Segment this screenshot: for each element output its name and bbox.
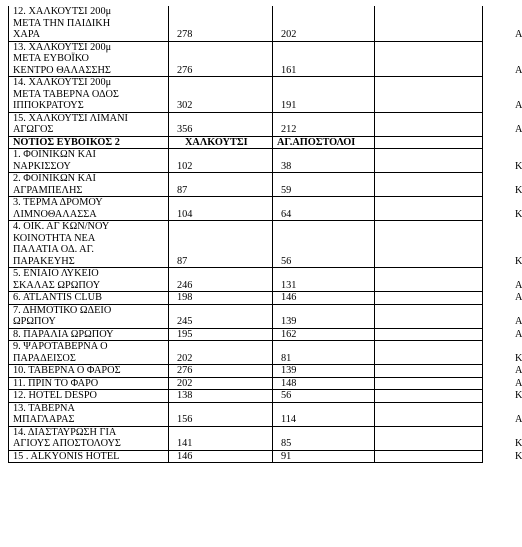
- section-header-row: [9, 136, 483, 149]
- station-name-text: 12. ΧΑΛΚΟΥΤΣΙ 200μ ΜΕΤΑ ΤΗΝ ΠΑΙΔΙΚΗ ΧΑΡΑ: [13, 6, 112, 40]
- value-chalkoutsi-text: 278: [177, 29, 193, 40]
- value-ag-apostoloi-text: 59: [281, 184, 292, 196]
- value-ag-apostoloi: [273, 173, 375, 197]
- value-chalkoutsi: [169, 149, 273, 173]
- value-chalkoutsi: [169, 304, 273, 328]
- value-chalkoutsi-text: 276: [177, 365, 193, 376]
- value-ag-apostoloi-text: 202: [281, 29, 297, 40]
- value-chalkoutsi-text: 245: [177, 316, 193, 327]
- quality-category: Α: [375, 268, 483, 292]
- value-ag-apostoloi-text: 131: [281, 279, 297, 291]
- value-chalkoutsi-text: 246: [177, 279, 193, 291]
- quality-category: Α: [375, 41, 483, 77]
- value-ag-apostoloi-text: 162: [281, 328, 297, 340]
- value-chalkoutsi-text: 202: [177, 377, 193, 389]
- station-name-text: 10. ΤΑΒΕΡΝΑ Ο ΦΑΡΟΣ: [13, 365, 121, 376]
- value-chalkoutsi-text: 195: [177, 328, 193, 340]
- table-row: [9, 197, 483, 221]
- value-chalkoutsi: [169, 41, 273, 77]
- value-chalkoutsi-text: 356: [177, 124, 193, 135]
- station-name-text: 15 . ALKYONIS HOTEL: [13, 450, 120, 462]
- quality-category: Α: [375, 304, 483, 328]
- section-title: ΝΟΤΙΟΣ ΕΥΒΟΙΚΟΣ 2: [9, 136, 169, 149]
- quality-category: Κ: [375, 341, 483, 365]
- quality-category: Κ: [375, 426, 483, 450]
- table-body-top: [9, 6, 522, 136]
- value-ag-apostoloi-text: 148: [281, 377, 297, 389]
- value-ag-apostoloi: [273, 365, 375, 378]
- table-row: [9, 328, 483, 341]
- value-chalkoutsi: [169, 402, 273, 426]
- value-ag-apostoloi-text: 212: [281, 124, 297, 135]
- measurement-table: [8, 6, 522, 463]
- value-ag-apostoloi-text: 56: [281, 255, 292, 267]
- station-name-text: 9. ΨΑΡΟΤΑΒΕΡΝΑ Ο ΠΑΡΑΔΕΙΣΟΣ: [13, 341, 108, 364]
- value-ag-apostoloi: [273, 221, 375, 268]
- value-chalkoutsi: [169, 268, 273, 292]
- table-row: [9, 390, 483, 403]
- table-row: [9, 6, 483, 41]
- station-name-text: 5. ΕΝΙΑΙΟ ΛΥΚΕΙΟ ΣΚΑΛΑΣ ΩΡΩΠΟΥ: [13, 268, 101, 291]
- value-chalkoutsi-text: 156: [177, 414, 193, 425]
- station-name-text: 3. ΤΕΡΜΑ ΔΡΟΜΟΥ ΛΙΜΝΟΘΑΛΑΣΣΑ: [13, 197, 103, 220]
- value-chalkoutsi: [169, 426, 273, 450]
- station-name-text: 13. ΧΑΛΚΟΥΤΣΙ 200μ ΜΕΤΑ ΕΥΒΟΪΚΟ ΚΕΝΤΡΟ ΘΑΛΑΣΣΗΣ: [13, 41, 112, 76]
- table-row: [9, 341, 483, 365]
- value-chalkoutsi-text: 198: [177, 292, 193, 303]
- table-row: [9, 292, 483, 305]
- station-name-text: 14. ΔΙΑΣΤΑΥΡΩΣΗ ΓΙΑ ΑΓΙΟΥΣ ΑΠΟΣΤΟΛΟΥΣ: [13, 426, 121, 449]
- value-ag-apostoloi: [273, 77, 375, 113]
- table-row: [9, 149, 483, 173]
- value-chalkoutsi: [169, 6, 273, 41]
- value-chalkoutsi: [169, 328, 273, 341]
- value-ag-apostoloi-text: 139: [281, 316, 297, 327]
- value-chalkoutsi: [169, 292, 273, 305]
- value-ag-apostoloi-text: 85: [281, 438, 292, 449]
- value-chalkoutsi: [169, 390, 273, 403]
- station-name-text: 14. ΧΑΛΚΟΥΤΣΙ 200μ ΜΕΤΑ ΤΑΒΕΡΝΑ ΟΔΟΣ ΙΠΠΟΚΡΑΤΟΥΣ: [13, 77, 119, 111]
- table-section-header: [9, 136, 483, 149]
- value-ag-apostoloi-text: 146: [281, 292, 297, 303]
- station-name: [9, 221, 169, 268]
- station-name: [9, 377, 169, 390]
- value-ag-apostoloi-text: 191: [281, 100, 297, 111]
- value-ag-apostoloi: [273, 390, 375, 403]
- value-chalkoutsi-text: 141: [177, 438, 193, 449]
- value-ag-apostoloi: [273, 304, 375, 328]
- value-chalkoutsi-text: 87: [177, 255, 188, 267]
- value-ag-apostoloi: [273, 377, 375, 390]
- value-ag-apostoloi: [273, 41, 375, 77]
- quality-category: Κ: [375, 221, 483, 268]
- quality-category: Α: [375, 402, 483, 426]
- value-ag-apostoloi: [273, 149, 375, 173]
- station-name: [9, 6, 169, 41]
- table-row: [9, 268, 483, 292]
- quality-category: Κ: [375, 390, 483, 403]
- value-ag-apostoloi-text: 38: [281, 160, 292, 172]
- value-ag-apostoloi-text: 56: [281, 390, 292, 401]
- value-ag-apostoloi-text: 114: [281, 414, 297, 425]
- value-ag-apostoloi: [273, 402, 375, 426]
- station-name: [9, 112, 169, 136]
- column-header-ag-apostoloi: ΑΓ.ΑΠΟΣΤΟΛΟΙ: [273, 136, 375, 149]
- value-chalkoutsi: [169, 365, 273, 378]
- quality-category: Κ: [375, 450, 483, 463]
- value-ag-apostoloi-text: 161: [281, 64, 297, 76]
- quality-category: Α: [375, 77, 483, 113]
- table-row: [9, 450, 483, 463]
- table-row: [9, 365, 483, 378]
- value-ag-apostoloi-text: 81: [281, 352, 292, 364]
- station-name-text: 6. ATLANTIS CLUB: [13, 292, 102, 303]
- station-name: [9, 450, 169, 463]
- table-row: [9, 426, 483, 450]
- quality-category: Α: [375, 6, 483, 41]
- value-ag-apostoloi: [273, 328, 375, 341]
- value-chalkoutsi: [169, 173, 273, 197]
- station-name: [9, 41, 169, 77]
- value-chalkoutsi: [169, 221, 273, 268]
- station-name: [9, 197, 169, 221]
- station-name-text: 12. HOTEL DESPO: [13, 390, 97, 401]
- table-row: [9, 173, 483, 197]
- value-chalkoutsi: [169, 377, 273, 390]
- value-chalkoutsi-text: 104: [177, 208, 193, 220]
- value-ag-apostoloi: [273, 426, 375, 450]
- value-chalkoutsi: [169, 112, 273, 136]
- column-header-chalkoutsi: ΧΑΛΚΟΥΤΣΙ: [169, 136, 273, 149]
- quality-category: Κ: [375, 197, 483, 221]
- value-ag-apostoloi: [273, 6, 375, 41]
- station-name: [9, 292, 169, 305]
- value-ag-apostoloi-text: 91: [281, 450, 292, 462]
- station-name-text: 7. ΔΗΜΟΤΙΚΟ ΩΔΕΙΟ ΩΡΩΠΟΥ: [13, 304, 112, 327]
- value-chalkoutsi: [169, 450, 273, 463]
- value-ag-apostoloi: [273, 197, 375, 221]
- table-row: [9, 221, 483, 268]
- column-header-category: [375, 136, 483, 149]
- quality-category: Α: [375, 377, 483, 390]
- station-name: [9, 149, 169, 173]
- value-chalkoutsi: [169, 77, 273, 113]
- table-row: [9, 304, 483, 328]
- table-row: [9, 112, 483, 136]
- table-row: [9, 41, 483, 77]
- station-name: [9, 390, 169, 403]
- value-ag-apostoloi: [273, 341, 375, 365]
- station-name: [9, 426, 169, 450]
- value-chalkoutsi-text: 302: [177, 100, 193, 111]
- value-chalkoutsi: [169, 197, 273, 221]
- value-ag-apostoloi: [273, 112, 375, 136]
- quality-category: Κ: [375, 149, 483, 173]
- table-row: [9, 377, 483, 390]
- quality-category: Α: [375, 365, 483, 378]
- value-ag-apostoloi-text: 139: [281, 365, 297, 376]
- table-row: [9, 77, 483, 113]
- station-name: [9, 268, 169, 292]
- value-chalkoutsi-text: 276: [177, 64, 193, 76]
- value-chalkoutsi-text: 138: [177, 390, 193, 401]
- value-ag-apostoloi-text: 64: [281, 208, 292, 220]
- value-chalkoutsi: [169, 341, 273, 365]
- quality-category: Α: [375, 292, 483, 305]
- station-name: [9, 341, 169, 365]
- quality-category: Κ: [375, 173, 483, 197]
- value-chalkoutsi-text: 202: [177, 352, 193, 364]
- station-name-text: 2. ΦΟΙΝΙΚΩΝ ΚΑΙ ΑΓΡΑΜΠΕΛΗΣ: [13, 173, 96, 196]
- station-name: [9, 328, 169, 341]
- quality-category: Α: [375, 112, 483, 136]
- quality-category: Α: [375, 328, 483, 341]
- table-row: [9, 402, 483, 426]
- value-ag-apostoloi: [273, 292, 375, 305]
- value-ag-apostoloi: [273, 268, 375, 292]
- value-chalkoutsi-text: 146: [177, 450, 193, 462]
- table-body-bottom: [9, 149, 522, 463]
- station-name-text: 13. ΤΑΒΕΡΝΑ ΜΠΑΓΛΑΡΑΣ: [13, 402, 75, 425]
- station-name-text: 1. ΦΟΙΝΙΚΩΝ ΚΑΙ ΝΑΡΚΙΣΣΟΥ: [13, 149, 96, 172]
- value-chalkoutsi-text: 87: [177, 184, 188, 196]
- value-chalkoutsi-text: 102: [177, 160, 193, 172]
- station-name-text: 4. ΟΙΚ. ΑΓ ΚΩΝ/ΝΟΥ ΚΟΙΝΟΤΗΤΑ ΝΕΑ ΠΑΛΑΤΙΑ ΟΔ. ΑΓ. ΠΑΡΑΚΕΥΗΣ: [13, 221, 110, 267]
- station-name-text: 11. ΠΡΙΝ ΤΟ ΦΑΡΟ: [13, 377, 99, 389]
- station-name: [9, 402, 169, 426]
- station-name: [9, 77, 169, 113]
- station-name: [9, 304, 169, 328]
- value-ag-apostoloi: [273, 450, 375, 463]
- station-name: [9, 173, 169, 197]
- station-name-text: 8. ΠΑΡΑΛΙΑ ΩΡΩΠΟΥ: [13, 328, 114, 340]
- station-name: [9, 365, 169, 378]
- station-name-text: 15. ΧΑΛΚΟΥΤΣΙ ΛΙΜΑΝΙ ΑΓΩΓΟΣ: [13, 112, 128, 135]
